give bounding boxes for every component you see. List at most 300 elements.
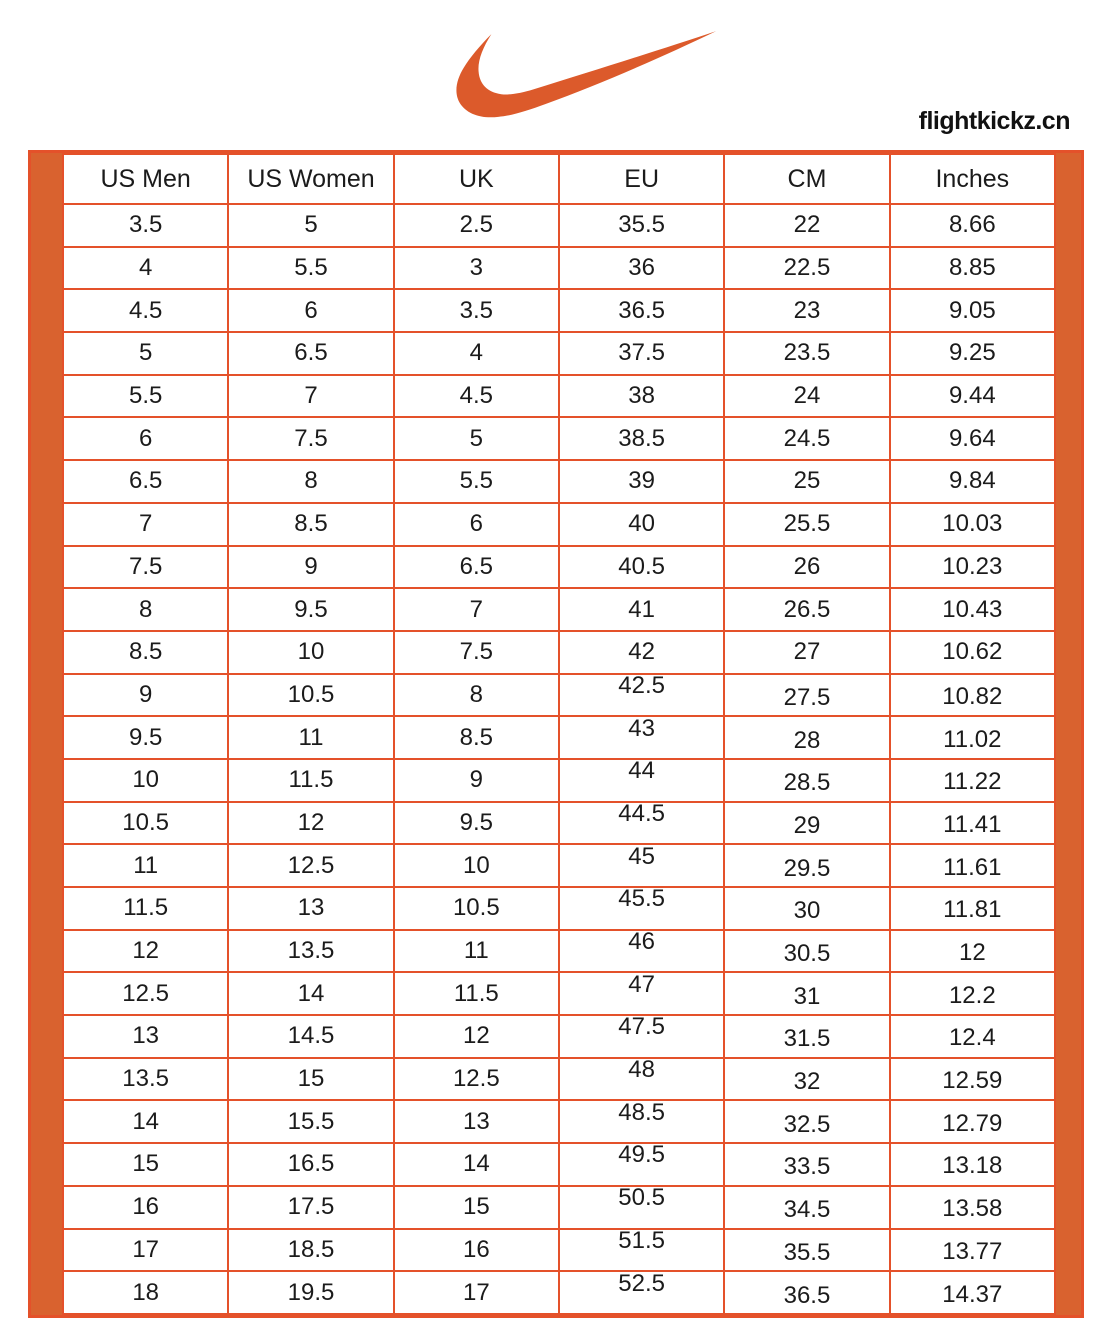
size-cell — [724, 375, 889, 418]
size-value: 9.5 — [128, 723, 163, 751]
size-value: 27 — [793, 638, 821, 666]
size-cell — [724, 1229, 889, 1272]
size-cell — [63, 204, 228, 247]
size-cell — [394, 1186, 559, 1229]
size-value: 4 — [138, 254, 153, 282]
size-cell — [724, 972, 889, 1015]
size-value: 17.5 — [287, 1193, 335, 1221]
column-header-inches: Inches — [890, 154, 1055, 204]
size-value: 10.5 — [452, 894, 500, 922]
size-value: 31.5 — [783, 1025, 831, 1053]
size-value: 51.5 — [618, 1226, 665, 1254]
size-value: 14 — [297, 979, 325, 1007]
size-value: 5.5 — [459, 467, 493, 495]
size-value: 49.5 — [618, 1141, 665, 1169]
size-cell — [394, 1058, 559, 1101]
size-value: 8.85 — [948, 254, 996, 282]
size-value: 43 — [628, 714, 655, 742]
size-cell — [890, 930, 1055, 973]
table-row — [63, 503, 1055, 546]
size-cell — [890, 1229, 1055, 1272]
size-value: 13.58 — [942, 1195, 1003, 1223]
size-value: 7 — [469, 595, 483, 623]
size-value: 10.03 — [942, 510, 1003, 538]
size-cell — [724, 332, 889, 375]
size-cell — [559, 204, 724, 247]
size-cell — [559, 588, 724, 631]
size-value: 13 — [297, 894, 325, 922]
size-cell — [890, 1058, 1055, 1101]
size-value: 12 — [297, 808, 325, 836]
table-row — [63, 588, 1055, 631]
size-cell — [228, 546, 393, 589]
size-value: 9 — [138, 680, 153, 708]
size-cell — [63, 1229, 228, 1272]
size-value: 9.64 — [948, 424, 996, 452]
size-value: 13.18 — [942, 1152, 1003, 1180]
size-value: 11 — [133, 851, 159, 879]
size-cell — [394, 375, 559, 418]
size-value: 48 — [628, 1056, 655, 1084]
table-row — [63, 204, 1055, 247]
size-value: 35.5 — [618, 211, 665, 239]
column-header-uk: UK — [394, 154, 559, 204]
size-value: 12.5 — [122, 979, 170, 1007]
size-value: 11.5 — [453, 979, 499, 1007]
size-value: 15 — [132, 1150, 160, 1178]
size-cell — [228, 930, 393, 973]
size-value: 4.5 — [128, 296, 163, 324]
size-cell — [228, 417, 393, 460]
size-value: 10.82 — [942, 682, 1003, 710]
size-cell — [559, 247, 724, 290]
size-cell — [890, 716, 1055, 759]
size-value: 38.5 — [618, 424, 665, 452]
size-value: 3 — [469, 254, 483, 282]
size-value: 9 — [469, 766, 483, 794]
size-value: 4 — [469, 339, 483, 367]
size-value: 5 — [138, 339, 153, 367]
table-row — [63, 802, 1055, 845]
size-value: 32.5 — [783, 1110, 831, 1138]
table-row — [63, 1058, 1055, 1101]
left-accent-bar — [31, 153, 62, 1315]
size-value: 24.5 — [783, 424, 831, 452]
size-value: 15.5 — [287, 1107, 335, 1135]
size-value: 11 — [298, 723, 324, 751]
size-cell — [394, 802, 559, 845]
size-value: 17 — [462, 1278, 490, 1306]
size-value: 6.5 — [459, 552, 493, 580]
size-cell — [63, 631, 228, 674]
size-cell — [559, 844, 724, 887]
header-row — [63, 154, 1055, 204]
size-cell — [890, 887, 1055, 930]
size-value: 36.5 — [783, 1281, 831, 1309]
size-cell — [228, 716, 393, 759]
size-cell — [724, 289, 889, 332]
size-value: 6 — [304, 296, 318, 324]
size-value: 30.5 — [783, 940, 831, 968]
size-cell — [63, 1143, 228, 1186]
size-value: 9.5 — [294, 595, 328, 623]
size-value: 38 — [628, 382, 655, 410]
size-value: 27.5 — [783, 683, 831, 711]
size-cell — [394, 247, 559, 290]
size-cell — [394, 887, 559, 930]
size-value: 32 — [793, 1068, 821, 1096]
size-value: 13.5 — [122, 1065, 170, 1093]
size-value: 29.5 — [783, 854, 831, 882]
size-value: 5.5 — [294, 254, 328, 282]
size-value: 8.5 — [294, 510, 328, 538]
size-cell — [559, 375, 724, 418]
size-value: 9.05 — [948, 296, 996, 324]
size-cell — [228, 1229, 393, 1272]
size-value: 12 — [958, 939, 986, 967]
size-value: 26.5 — [783, 595, 831, 623]
size-cell — [63, 887, 228, 930]
size-cell — [559, 289, 724, 332]
size-cell — [228, 1100, 393, 1143]
size-value: 34.5 — [783, 1196, 831, 1224]
table-row — [63, 546, 1055, 589]
size-value: 10 — [297, 638, 325, 666]
size-value: 11.5 — [288, 766, 334, 794]
size-cell — [724, 844, 889, 887]
size-chart-table — [62, 153, 1056, 1315]
size-cell — [394, 674, 559, 717]
size-cell — [559, 1058, 724, 1101]
size-cell — [63, 716, 228, 759]
size-value: 28.5 — [783, 769, 831, 797]
size-cell — [228, 674, 393, 717]
size-cell — [890, 1143, 1055, 1186]
size-cell — [890, 204, 1055, 247]
size-value: 8.5 — [459, 723, 493, 751]
size-cell — [394, 972, 559, 1015]
size-cell — [559, 930, 724, 973]
size-cell — [394, 289, 559, 332]
column-header-cm: CM — [724, 154, 889, 204]
size-cell — [724, 1100, 889, 1143]
size-cell — [724, 247, 889, 290]
size-cell — [559, 1100, 724, 1143]
nike-swoosh-icon — [450, 26, 726, 120]
size-cell — [559, 1271, 724, 1314]
size-cell — [559, 887, 724, 930]
size-cell — [228, 503, 393, 546]
size-value: 25.5 — [783, 510, 831, 538]
size-cell — [724, 1271, 889, 1314]
size-value: 5 — [469, 424, 483, 452]
table-row — [63, 460, 1055, 503]
size-cell — [63, 332, 228, 375]
size-value: 8.66 — [948, 211, 996, 239]
column-header-us-men: US Men — [63, 154, 228, 204]
table-row — [63, 1015, 1055, 1058]
size-cell — [890, 674, 1055, 717]
size-cell — [724, 759, 889, 802]
size-cell — [394, 1143, 559, 1186]
size-cell — [394, 460, 559, 503]
size-cell — [63, 1058, 228, 1101]
size-cell — [890, 1271, 1055, 1314]
size-value: 22 — [793, 211, 821, 239]
size-cell — [63, 802, 228, 845]
size-value: 30 — [793, 897, 821, 925]
size-value: 11.5 — [123, 894, 169, 922]
table-row — [63, 716, 1055, 759]
size-cell — [890, 802, 1055, 845]
size-cell — [724, 631, 889, 674]
size-value: 2.5 — [459, 211, 493, 239]
size-value: 50.5 — [618, 1184, 665, 1212]
size-value: 11.02 — [943, 725, 1002, 753]
size-value: 12.5 — [287, 851, 335, 879]
size-value: 12.59 — [942, 1067, 1003, 1095]
table-row — [63, 759, 1055, 802]
size-value: 42.5 — [618, 671, 665, 699]
size-cell — [559, 671, 724, 717]
size-cell — [724, 204, 889, 247]
size-cell — [63, 844, 228, 887]
size-cell — [394, 759, 559, 802]
size-value: 7.5 — [294, 424, 328, 452]
size-cell — [890, 503, 1055, 546]
size-value: 7 — [304, 382, 318, 410]
size-cell — [724, 674, 889, 717]
size-cell — [63, 1271, 228, 1314]
table-row — [63, 1100, 1055, 1143]
size-value: 12 — [132, 937, 160, 965]
size-cell — [63, 546, 228, 589]
size-value: 3.5 — [128, 211, 163, 239]
size-value: 11 — [463, 937, 489, 965]
size-value: 33.5 — [783, 1153, 831, 1181]
size-value: 9.25 — [948, 339, 996, 367]
size-cell — [228, 887, 393, 930]
size-value: 40 — [628, 510, 655, 538]
size-cell — [228, 1186, 393, 1229]
table-row — [63, 930, 1055, 973]
size-cell — [63, 972, 228, 1015]
size-cell — [228, 332, 393, 375]
size-cell — [228, 631, 393, 674]
size-value: 28 — [793, 726, 821, 754]
size-value: 37.5 — [618, 339, 665, 367]
size-cell — [559, 1143, 724, 1186]
size-cell — [228, 247, 393, 290]
size-value: 18.5 — [287, 1235, 335, 1263]
table-row — [63, 332, 1055, 375]
size-value: 11.41 — [943, 810, 1002, 838]
size-value: 12.2 — [948, 981, 996, 1009]
size-value: 45 — [628, 842, 655, 870]
size-cell — [890, 759, 1055, 802]
column-header-eu: EU — [559, 154, 724, 204]
size-cell — [559, 972, 724, 1015]
size-cell — [559, 1015, 724, 1058]
size-cell — [228, 1143, 393, 1186]
table-row — [63, 247, 1055, 290]
size-cell — [394, 1229, 559, 1272]
size-cell — [890, 844, 1055, 887]
size-value: 9.44 — [948, 382, 996, 410]
size-value: 40.5 — [618, 552, 665, 580]
size-cell — [394, 844, 559, 887]
size-value: 23 — [793, 296, 821, 324]
size-cell — [394, 588, 559, 631]
size-cell — [559, 631, 724, 674]
size-value: 9.5 — [459, 808, 493, 836]
size-cell — [890, 247, 1055, 290]
size-value: 17 — [132, 1235, 160, 1263]
size-cell — [228, 844, 393, 887]
size-value: 6 — [469, 510, 483, 538]
size-value: 44 — [628, 757, 655, 785]
size-value: 10 — [132, 766, 160, 794]
size-cell — [890, 417, 1055, 460]
size-cell — [63, 503, 228, 546]
size-value: 13.5 — [287, 937, 335, 965]
size-value: 16.5 — [287, 1150, 335, 1178]
size-cell — [724, 1058, 889, 1101]
size-value: 13 — [462, 1107, 490, 1135]
size-value: 15 — [297, 1065, 325, 1093]
size-cell — [63, 417, 228, 460]
size-cell — [394, 417, 559, 460]
size-cell — [394, 631, 559, 674]
size-cell — [559, 332, 724, 375]
size-value: 6 — [138, 424, 153, 452]
size-cell — [63, 289, 228, 332]
table-row — [63, 289, 1055, 332]
size-rows — [63, 204, 1055, 1314]
size-value: 12.5 — [452, 1065, 500, 1093]
size-value: 4.5 — [459, 382, 493, 410]
size-value: 46 — [628, 928, 655, 956]
table-row — [63, 972, 1055, 1015]
size-value: 39 — [628, 467, 655, 495]
size-value: 12 — [462, 1022, 490, 1050]
size-cell — [724, 930, 889, 973]
size-cell — [559, 759, 724, 802]
size-chart-frame — [28, 150, 1084, 1318]
size-cell — [394, 930, 559, 973]
size-value: 52.5 — [618, 1269, 665, 1297]
size-cell — [559, 1186, 724, 1229]
size-cell — [890, 546, 1055, 589]
size-cell — [724, 417, 889, 460]
size-value: 42 — [628, 638, 655, 666]
size-cell — [724, 546, 889, 589]
size-value: 7.5 — [459, 638, 493, 666]
size-cell — [724, 887, 889, 930]
size-value: 10.23 — [942, 552, 1003, 580]
size-cell — [724, 1015, 889, 1058]
size-value: 29 — [793, 811, 821, 839]
size-cell — [890, 289, 1055, 332]
size-cell — [228, 972, 393, 1015]
size-value: 47 — [628, 970, 655, 998]
size-cell — [559, 799, 724, 845]
size-cell — [394, 1100, 559, 1143]
size-value: 26 — [793, 552, 821, 580]
size-cell — [228, 289, 393, 332]
table-row — [63, 375, 1055, 418]
size-cell — [228, 1271, 393, 1314]
size-value: 16 — [132, 1193, 160, 1221]
size-cell — [63, 247, 228, 290]
size-value: 14.37 — [942, 1280, 1003, 1308]
size-cell — [890, 460, 1055, 503]
size-value: 14 — [132, 1107, 160, 1135]
size-value: 22.5 — [783, 254, 831, 282]
size-cell — [724, 1143, 889, 1186]
size-value: 10.62 — [942, 638, 1003, 666]
size-value: 47.5 — [618, 1013, 665, 1041]
size-value: 10.5 — [287, 680, 335, 708]
size-cell — [724, 716, 889, 759]
table-row — [63, 417, 1055, 460]
size-value: 41 — [628, 595, 655, 623]
size-value: 11.81 — [943, 896, 1002, 924]
size-value: 10 — [462, 851, 490, 879]
size-cell — [228, 460, 393, 503]
size-cell — [394, 204, 559, 247]
size-value: 36.5 — [618, 296, 665, 324]
size-cell — [394, 546, 559, 589]
size-cell — [724, 802, 889, 845]
size-cell — [394, 1271, 559, 1314]
size-cell — [228, 1015, 393, 1058]
size-value: 11.61 — [943, 853, 1002, 881]
size-value: 10.43 — [942, 595, 1003, 623]
size-cell — [890, 1015, 1055, 1058]
size-cell — [890, 375, 1055, 418]
size-value: 36 — [628, 254, 655, 282]
table-row — [63, 674, 1055, 717]
size-cell — [890, 631, 1055, 674]
size-value: 16 — [462, 1235, 490, 1263]
size-value: 5 — [304, 211, 318, 239]
size-value: 19.5 — [287, 1278, 335, 1306]
size-cell — [724, 588, 889, 631]
size-cell — [63, 375, 228, 418]
size-value: 12.79 — [942, 1109, 1003, 1137]
size-cell — [63, 674, 228, 717]
size-cell — [63, 1100, 228, 1143]
size-value: 6.5 — [128, 467, 163, 495]
size-cell — [394, 503, 559, 546]
size-cell — [394, 1015, 559, 1058]
size-value: 15 — [462, 1193, 490, 1221]
size-value: 18 — [132, 1278, 160, 1306]
table-row — [63, 844, 1055, 887]
size-cell — [228, 1058, 393, 1101]
size-value: 9.84 — [948, 467, 996, 495]
table-row — [63, 1271, 1055, 1314]
size-value: 8.5 — [128, 638, 163, 666]
nike-logo — [450, 26, 726, 120]
size-cell — [228, 204, 393, 247]
size-value: 31 — [793, 982, 821, 1010]
size-value: 7.5 — [128, 552, 163, 580]
size-value: 8 — [469, 680, 483, 708]
size-cell — [890, 972, 1055, 1015]
size-cell — [63, 1186, 228, 1229]
